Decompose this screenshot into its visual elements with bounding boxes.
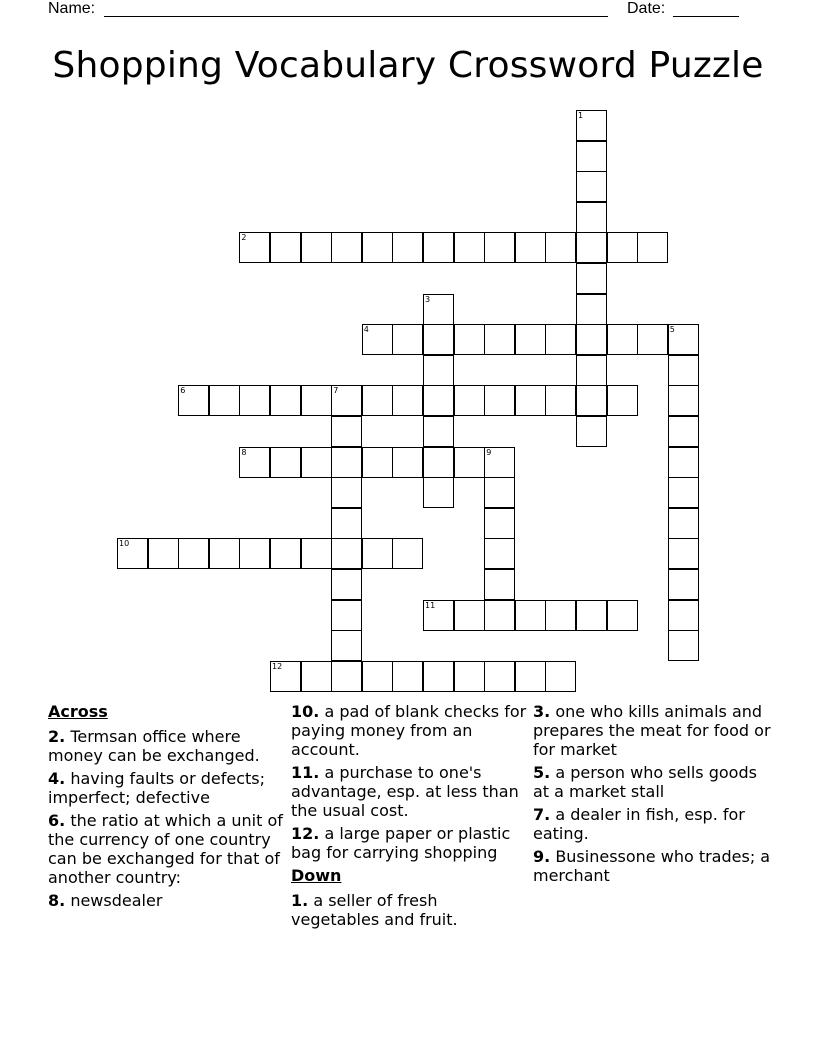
grid-cell[interactable] [392, 661, 423, 692]
grid-cell[interactable] [576, 171, 607, 202]
grid-cell[interactable] [301, 447, 332, 478]
grid-cell[interactable] [545, 385, 576, 416]
grid-cell[interactable] [545, 661, 576, 692]
grid-cell[interactable] [270, 661, 301, 692]
grid-cell[interactable] [362, 324, 393, 355]
clue-number: 7 [333, 386, 339, 396]
date-label: Date: [627, 0, 666, 17]
grid-cell[interactable] [148, 538, 179, 569]
grid-cell[interactable] [362, 447, 393, 478]
grid-cell[interactable] [515, 661, 546, 692]
grid-cell[interactable] [454, 661, 485, 692]
grid-cell[interactable] [637, 324, 668, 355]
clue-down-5: 5. a person who sells goods at a market stall [533, 763, 757, 801]
clue-number: 10 [119, 539, 130, 549]
grid-cell[interactable] [545, 600, 576, 631]
grid-cell[interactable] [270, 232, 301, 263]
grid-cell[interactable] [239, 447, 270, 478]
grid-cell[interactable] [484, 477, 515, 508]
clue-number: 3 [425, 294, 431, 304]
grid-cell[interactable] [239, 538, 270, 569]
grid-cell[interactable] [331, 630, 362, 661]
grid-cell[interactable] [607, 232, 638, 263]
grid-cell[interactable] [209, 538, 240, 569]
grid-cell[interactable] [576, 416, 607, 447]
grid-cell[interactable] [331, 385, 362, 416]
clues-column-3 [533, 702, 773, 889]
clue-number: 1 [578, 111, 584, 120]
grid-cell[interactable] [209, 385, 240, 416]
grid-cell[interactable] [392, 447, 423, 478]
page-title: Shopping Vocabulary Crossword Puzzle [52, 45, 764, 86]
grid-cell[interactable] [331, 508, 362, 539]
grid-cell[interactable] [454, 447, 485, 478]
grid-cell[interactable] [454, 324, 485, 355]
clues-column-1 [48, 702, 284, 914]
grid-cell[interactable] [117, 538, 148, 569]
clue-across-10: 10. a pad of blank checks for paying money from an account. [291, 702, 527, 759]
grid-cell[interactable] [423, 385, 454, 416]
grid-cell[interactable] [454, 385, 485, 416]
grid-cell[interactable] [178, 538, 209, 569]
grid-cell[interactable] [392, 538, 423, 569]
grid-cell[interactable] [668, 355, 699, 386]
clue-number: 11 [425, 600, 436, 610]
clue-across-6: 6. the ratio at which a unit of the currency of one country can be exchanged for that of another country: [48, 811, 283, 887]
grid-cell[interactable] [239, 385, 270, 416]
grid-cell[interactable] [545, 232, 576, 263]
grid-cell[interactable] [668, 477, 699, 508]
clue-across-8: 8. newsdealer [48, 891, 163, 910]
grid-cell[interactable] [668, 630, 699, 661]
grid-cell[interactable] [576, 324, 607, 355]
grid-cell[interactable] [668, 324, 699, 355]
clues-column-2 [291, 702, 527, 933]
grid-cell[interactable] [484, 569, 515, 600]
grid-cell[interactable] [362, 661, 393, 692]
grid-cell[interactable] [301, 232, 332, 263]
grid-cell[interactable] [331, 447, 362, 478]
grid-cell[interactable] [576, 355, 607, 386]
grid-cell[interactable] [392, 385, 423, 416]
grid-cell[interactable] [454, 232, 485, 263]
grid-cell[interactable] [331, 538, 362, 569]
grid-cell[interactable] [576, 141, 607, 172]
grid-cell[interactable] [668, 538, 699, 569]
grid-cell[interactable] [668, 569, 699, 600]
clue-down-1: 1. a seller of fresh vegetables and fruit. [291, 891, 458, 929]
grid-cell[interactable] [607, 600, 638, 631]
grid-cell[interactable] [454, 600, 485, 631]
grid-cell[interactable] [331, 661, 362, 692]
clue-number: 12 [272, 661, 283, 671]
clue-across-4: 4. having faults or defects; imperfect; defective [48, 769, 265, 807]
grid-cell[interactable] [576, 263, 607, 294]
clue-number: 9 [486, 447, 492, 457]
grid-cell[interactable] [392, 232, 423, 263]
clue-down-3: 3. one who kills animals and prepares the meat for food or for market [533, 702, 771, 759]
grid-cell[interactable] [301, 385, 332, 416]
grid-cell[interactable] [484, 661, 515, 692]
grid-cell[interactable] [668, 416, 699, 447]
grid-cell[interactable] [484, 600, 515, 631]
grid-cell[interactable] [362, 232, 393, 263]
grid-cell[interactable] [239, 232, 270, 263]
grid-cell[interactable] [668, 508, 699, 539]
grid-cell[interactable] [331, 232, 362, 263]
grid-cell[interactable] [178, 385, 209, 416]
grid-cell[interactable] [423, 416, 454, 447]
grid-cell[interactable] [484, 508, 515, 539]
grid-cell[interactable] [423, 355, 454, 386]
grid-cell[interactable] [576, 294, 607, 325]
grid-cell[interactable] [607, 324, 638, 355]
clue-number: 8 [241, 447, 247, 457]
grid-cell[interactable] [423, 600, 454, 631]
name-label: Name: [48, 0, 96, 17]
grid-cell[interactable] [607, 385, 638, 416]
clue-down-9: 9. Businessone who trades; a merchant [533, 847, 771, 885]
grid-cell[interactable] [484, 385, 515, 416]
grid-cell[interactable] [545, 324, 576, 355]
grid-cell[interactable] [423, 324, 454, 355]
across-heading: Across [48, 702, 108, 721]
grid-cell[interactable] [362, 538, 393, 569]
clue-number: 6 [180, 386, 186, 396]
clue-across-11: 11. a purchase to one's advantage, esp. at less than the usual cost. [291, 763, 519, 820]
grid-cell[interactable] [515, 232, 546, 263]
grid-cell[interactable] [331, 416, 362, 447]
grid-cell[interactable] [270, 538, 301, 569]
grid-cell[interactable] [515, 385, 546, 416]
grid-cell[interactable] [423, 477, 454, 508]
grid-cell[interactable] [668, 447, 699, 478]
grid-cell[interactable] [484, 324, 515, 355]
grid-cell[interactable] [515, 324, 546, 355]
grid-cell[interactable] [301, 661, 332, 692]
clue-number: 5 [669, 325, 675, 335]
grid-cell[interactable] [576, 600, 607, 631]
grid-cell[interactable] [423, 661, 454, 692]
grid-cell[interactable] [270, 447, 301, 478]
grid-cell[interactable] [331, 569, 362, 600]
grid-cell[interactable] [668, 385, 699, 416]
down-heading: Down [291, 866, 342, 885]
clue-down-7: 7. a dealer in fish, esp. for eating. [533, 805, 745, 843]
grid-cell[interactable] [331, 600, 362, 631]
grid-cell[interactable] [423, 232, 454, 263]
grid-cell[interactable] [423, 447, 454, 478]
grid-cell[interactable] [362, 385, 393, 416]
grid-cell[interactable] [484, 538, 515, 569]
grid-cell[interactable] [301, 538, 332, 569]
grid-cell[interactable] [637, 232, 668, 263]
grid-cell[interactable] [576, 110, 607, 141]
grid-cell[interactable] [484, 447, 515, 478]
grid-cell[interactable] [484, 232, 515, 263]
grid-cell[interactable] [576, 232, 607, 263]
clue-number: 2 [241, 233, 247, 243]
grid-cell[interactable] [270, 385, 301, 416]
grid-cell[interactable] [392, 324, 423, 355]
grid-cell[interactable] [576, 385, 607, 416]
grid-cell[interactable] [331, 477, 362, 508]
clue-across-12: 12. a large paper or plastic bag for carrying shopping [291, 824, 511, 862]
clue-across-2: 2. Termsan office where money can be exchanged. [48, 727, 260, 765]
grid-cell[interactable] [423, 294, 454, 325]
clue-number: 4 [363, 325, 369, 335]
grid-cell[interactable] [576, 202, 607, 233]
grid-cell[interactable] [668, 600, 699, 631]
grid-cell[interactable] [515, 600, 546, 631]
